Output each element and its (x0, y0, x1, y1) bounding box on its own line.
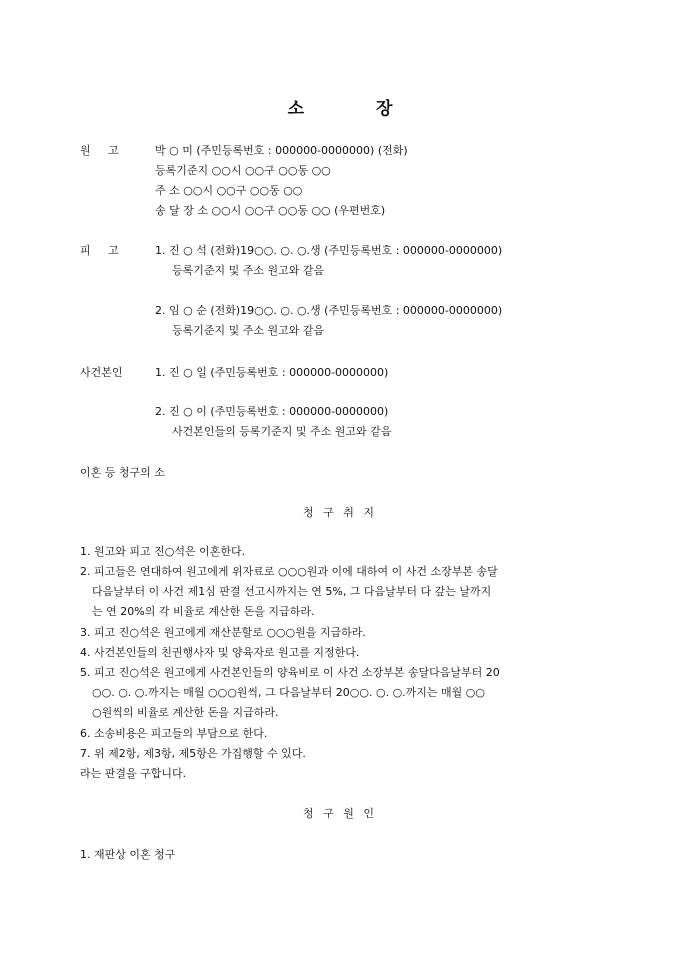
claim-line: ○원씩의 비율로 계산한 돈을 지급하라. (92, 706, 279, 719)
document-title (0, 94, 680, 119)
defendant-2-line-2: 등록기준지 및 주소 원고와 같음 (172, 324, 325, 337)
claim-line: 라는 판결을 구합니다. (80, 767, 187, 780)
title-char-1: 소 (287, 99, 304, 119)
title-char-2: 장 (376, 99, 393, 119)
claim-purpose-heading: 청 구 취 지 (303, 506, 377, 519)
defendant-1-line-2: 등록기준지 및 주소 원고와 같음 (172, 264, 325, 277)
principal-label: 사건본인 (80, 366, 123, 379)
claim-line: 3. 피고 진○석은 원고에게 재산분할로 ○○○원을 지급하라. (80, 626, 366, 639)
plaintiff-line-3: 주 소 ○○시 ○○구 ○○동 ○○ (155, 184, 303, 197)
claim-line: 5. 피고 진○석은 원고에게 사건본인들의 양육비로 이 사건 소장부본 송달다음날부터 20 (80, 666, 500, 679)
defendant-1-line-1: 1. 진 ○ 석 (전화)19○○. ○. ○.생 (주민등록번호 : 000000-0000000) (155, 244, 503, 257)
case-name: 이혼 등 청구의 소 (80, 466, 165, 479)
principal-1: 1. 진 ○ 일 (주민등록번호 : 000000-0000000) (155, 366, 389, 379)
claim-line: 7. 위 제2항, 제3항, 제5항은 가집행할 수 있다. (80, 747, 306, 760)
claim-line: ○○. ○. ○.까지는 매월 ○○○원씩, 그 다음날부터 20○○. ○. ○.까지는 매월 ○○ (92, 686, 485, 699)
plaintiff-line-4: 송 달 장 소 ○○시 ○○구 ○○동 ○○ (우편번호) (155, 204, 386, 217)
claim-line: 4. 사건본인들의 친권행사자 및 양육자로 원고를 지정한다. (80, 646, 360, 659)
claim-line: 1. 원고와 피고 진○석은 이혼한다. (80, 545, 246, 558)
defendant-label: 피 고 (80, 244, 119, 257)
cause-item-1: 1. 재판상 이혼 청구 (80, 848, 176, 861)
claim-line: 는 연 20%의 각 비율로 계산한 돈을 지급하라. (92, 605, 315, 618)
plaintiff-line-1: 박 ○ 미 (주민등록번호 : 000000-0000000) (전화) (155, 144, 408, 157)
claim-cause-heading: 청 구 원 인 (303, 807, 377, 820)
principal-2-line-1: 2. 진 ○ 이 (주민등록번호 : 000000-0000000) (155, 405, 389, 418)
plaintiff-label: 원 고 (80, 144, 119, 157)
defendant-2-line-1: 2. 임 ○ 순 (전화)19○○. ○. ○.생 (주민등록번호 : 000000-0000000) (155, 304, 503, 317)
claim-line: 2. 피고들은 연대하여 원고에게 위자료로 ○○○원과 이에 대하여 이 사건 소장부본 송달 (80, 565, 498, 578)
claim-line: 다음날부터 이 사건 제1심 판결 선고시까지는 연 5%, 그 다음날부터 다 갚는 날까지 (92, 585, 492, 598)
claim-line: 6. 소송비용은 피고들의 부담으로 한다. (80, 727, 268, 740)
principal-2-line-2: 사건본인들의 등록기준지 및 주소 원고와 같음 (172, 425, 392, 438)
plaintiff-line-2: 등록기준지 ○○시 ○○구 ○○동 ○○ (155, 164, 331, 177)
